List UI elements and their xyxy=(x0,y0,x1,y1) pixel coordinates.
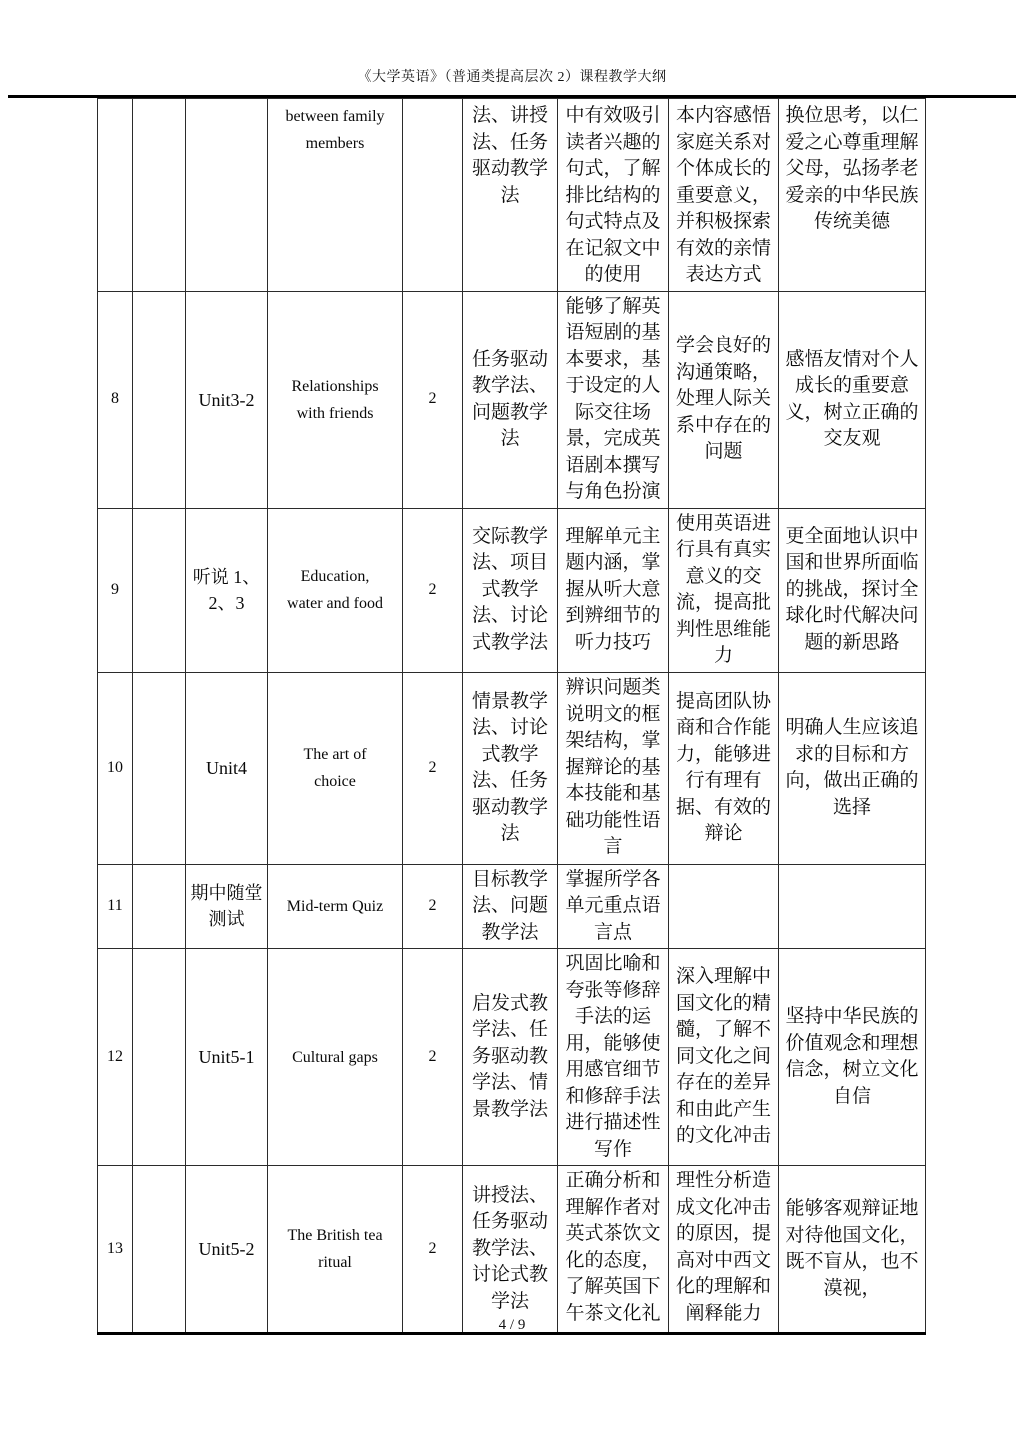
cell-values: 更全面地认识中国和世界所面临的挑战，探讨全球化时代解决问题的新思路 xyxy=(779,508,926,672)
cell-topic: Education, water and food xyxy=(268,508,403,672)
table-row xyxy=(98,1166,926,1334)
cell-topic: Cultural gaps xyxy=(268,949,403,1166)
cell-group xyxy=(133,508,186,672)
table-row xyxy=(98,99,926,292)
cell-ability: 理性分析造成文化冲击的原因，提高对中西文化的理解和阐释能力 xyxy=(669,1166,779,1334)
cell-values: 坚持中华民族的价值观念和理想信念，树立文化自信 xyxy=(779,949,926,1166)
cell-topic: between family members xyxy=(268,99,403,292)
cell-methods: 法、讲授法、任务驱动教学法 xyxy=(463,99,558,292)
cell-no xyxy=(98,99,133,292)
cell-knowledge: 巩固比喻和夸张等修辞手法的运用，能够使用感官细节和修辞手法进行描述性写作 xyxy=(558,949,669,1166)
cell-group xyxy=(133,864,186,949)
cell-hours: 2 xyxy=(403,1166,463,1334)
cell-knowledge: 理解单元主题内涵，掌握从听大意到辨细节的听力技巧 xyxy=(558,508,669,672)
cell-values: 明确人生应该追求的目标和方向，做出正确的选择 xyxy=(779,672,926,864)
cell-group xyxy=(133,1166,186,1334)
cell-values xyxy=(779,864,926,949)
cell-topic: The art of choice xyxy=(268,672,403,864)
cell-group xyxy=(133,99,186,292)
page-header-title: 《大学英语》（普通类提高层次 2）课程教学大纲 xyxy=(357,70,667,85)
cell-hours xyxy=(403,99,463,292)
cell-no: 12 xyxy=(98,949,133,1166)
cell-hours: 2 xyxy=(403,864,463,949)
cell-methods: 任务驱动教学法、问题教学法 xyxy=(463,291,558,508)
cell-unit: Unit3-2 xyxy=(186,291,268,508)
syllabus-table xyxy=(97,98,926,1335)
cell-hours: 2 xyxy=(403,949,463,1166)
cell-methods: 交际教学法、项目式教学法、讨论式教学法 xyxy=(463,508,558,672)
cell-ability: 使用英语进行具有真实意义的交流，提高批判性思维能力 xyxy=(669,508,779,672)
cell-methods: 情景教学法、讨论式教学法、任务驱动教学法 xyxy=(463,672,558,864)
table-row xyxy=(98,672,926,864)
cell-group xyxy=(133,291,186,508)
cell-knowledge: 中有效吸引读者兴趣的句式，了解排比结构的句式特点及在记叙文中的使用 xyxy=(558,99,669,292)
cell-hours: 2 xyxy=(403,291,463,508)
cell-no: 8 xyxy=(98,291,133,508)
cell-no: 10 xyxy=(98,672,133,864)
cell-unit xyxy=(186,99,268,292)
cell-ability xyxy=(669,864,779,949)
table-row xyxy=(98,864,926,949)
cell-unit: Unit5-1 xyxy=(186,949,268,1166)
cell-topic: The British tea ritual xyxy=(268,1166,403,1334)
cell-methods: 讲授法、任务驱动教学法、讨论式教学法 xyxy=(463,1166,558,1334)
cell-values: 换位思考，以仁爱之心尊重理解父母，弘扬孝老爱亲的中华民族传统美德 xyxy=(779,99,926,292)
cell-values: 能够客观辩证地对待他国文化，既不盲从，也不漠视， xyxy=(779,1166,926,1334)
footer-page-number: 4 / 9 xyxy=(498,1317,526,1333)
cell-no: 9 xyxy=(98,508,133,672)
cell-knowledge: 辨识问题类说明文的框架结构，掌握辩论的基本技能和基础功能性语言 xyxy=(558,672,669,864)
cell-values: 感悟友情对个人成长的重要意义，树立正确的交友观 xyxy=(779,291,926,508)
cell-topic: Mid-term Quiz xyxy=(268,864,403,949)
cell-hours: 2 xyxy=(403,672,463,864)
cell-topic: Relationships with friends xyxy=(268,291,403,508)
cell-unit: Unit5-2 xyxy=(186,1166,268,1334)
cell-unit: 期中随堂测试 xyxy=(186,864,268,949)
cell-hours: 2 xyxy=(403,508,463,672)
cell-unit: Unit4 xyxy=(186,672,268,864)
cell-ability: 学会良好的沟通策略，处理人际关系中存在的问题 xyxy=(669,291,779,508)
cell-ability: 提高团队协商和合作能力，能够进行有理有据、有效的辩论 xyxy=(669,672,779,864)
cell-no: 13 xyxy=(98,1166,133,1334)
cell-methods: 启发式教学法、任务驱动教学法、情景教学法 xyxy=(463,949,558,1166)
syllabus-table-body xyxy=(98,99,926,1334)
table-row xyxy=(98,508,926,672)
cell-group xyxy=(133,949,186,1166)
cell-knowledge: 掌握所学各单元重点语言点 xyxy=(558,864,669,949)
cell-methods: 目标教学法、问题教学法 xyxy=(463,864,558,949)
cell-group xyxy=(133,672,186,864)
table-row xyxy=(98,949,926,1166)
cell-ability: 深入理解中国文化的精髓，了解不同文化之间存在的差异和由此产生的文化冲击 xyxy=(669,949,779,1166)
cell-ability: 本内容感悟家庭关系对个体成长的重要意义，并积极探索有效的亲情表达方式 xyxy=(669,99,779,292)
table-row xyxy=(98,291,926,508)
cell-knowledge: 正确分析和理解作者对英式茶饮文化的态度，了解英国下午茶文化礼 xyxy=(558,1166,669,1334)
cell-no: 11 xyxy=(98,864,133,949)
cell-unit: 听说 1、2、3 xyxy=(186,508,268,672)
cell-knowledge: 能够了解英语短剧的基本要求，基于设定的人际交往场景，完成英语剧本撰写与角色扮演 xyxy=(558,291,669,508)
